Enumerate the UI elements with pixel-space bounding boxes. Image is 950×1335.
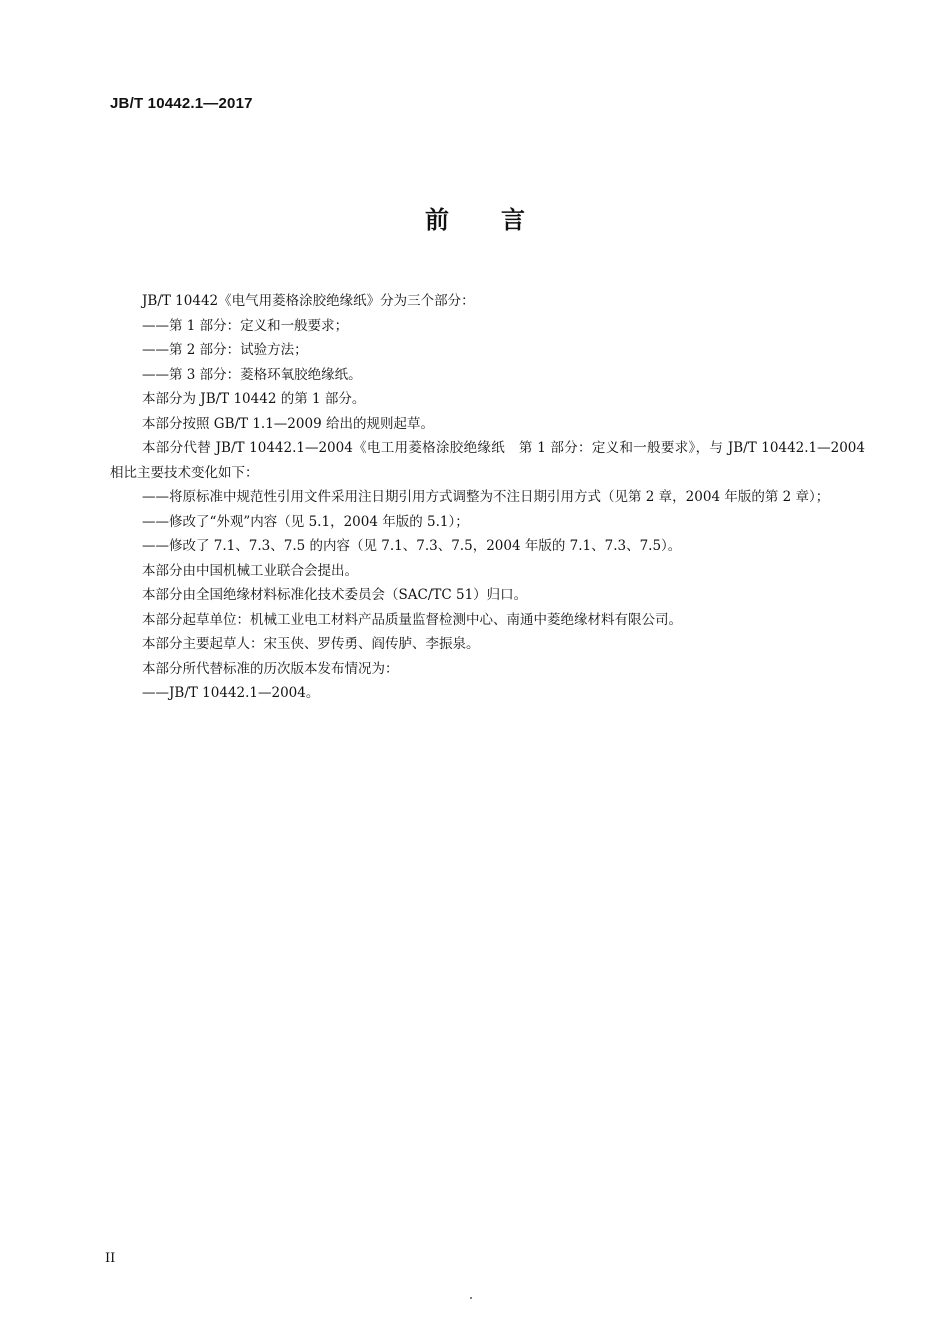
paragraph-intro: JB/T 10442《电气用菱格涂胶绝缘纸》分为三个部分： [142,293,475,309]
foreword-body [110,289,865,706]
list-item-part-3: ——第 3 部分：菱格环氧胶绝缘纸。 [142,366,362,383]
paragraph-drafters: 本部分主要起草人：宋玉侠、罗传勇、阎传胪、李振泉。 [142,636,480,652]
page-number: II [105,1251,116,1266]
paragraph-history-intro: 本部分所代替标准的历次版本发布情况为： [142,660,399,677]
paragraph-drafting-units: 本部分起草单位：机械工业电工材料产品质量监督检测中心、南通中菱绝缘材料有限公司。 [142,611,682,628]
list-item-part-2: ——第 2 部分：试验方法； [142,342,308,358]
list-item-change-2: ——修改了“外观”内容（见 5.1，2004 年版的 5.1）； [142,513,469,530]
page-title: 前言 [425,206,577,234]
paragraph-proposed-by: 本部分由中国机械工业联合会提出。 [142,562,358,579]
paragraph-part-scope: 本部分为 JB/T 10442 的第 1 部分。 [142,391,366,407]
list-item-change-1: ——将原标准中规范性引用文件采用注日期引用方式调整为不注日期引用方式（见第 2 章，2004 年版的第 2 章）； [142,489,830,505]
paragraph-drafting-rules: 本部分按照 GB/T 1.1—2009 给出的规则起草。 [142,415,434,432]
document-code: JB/T 10442.1—2017 [110,95,253,112]
list-item-change-3: ——修改了 7.1、7.3、7.5 的内容（见 7.1、7.3、7.5，2004 年版的 7.1、7.3、7.5）。 [142,538,682,554]
paragraph-administered-by: 本部分由全国绝缘材料标准化技术委员会（SAC/TC 51）归口。 [142,587,528,603]
paragraph-replaces: 本部分代替 JB/T 10442.1—2004《电工用菱格涂胶绝缘纸 第 1 部分：定义和一般要求》，与 JB/T 10442.1—2004 相比主要技术变化如下： [110,440,865,481]
list-item-history-1: ——JB/T 10442.1—2004。 [142,685,320,701]
scan-speck [470,1297,472,1299]
list-item-part-1: ——第 1 部分：定义和一般要求； [142,317,349,334]
